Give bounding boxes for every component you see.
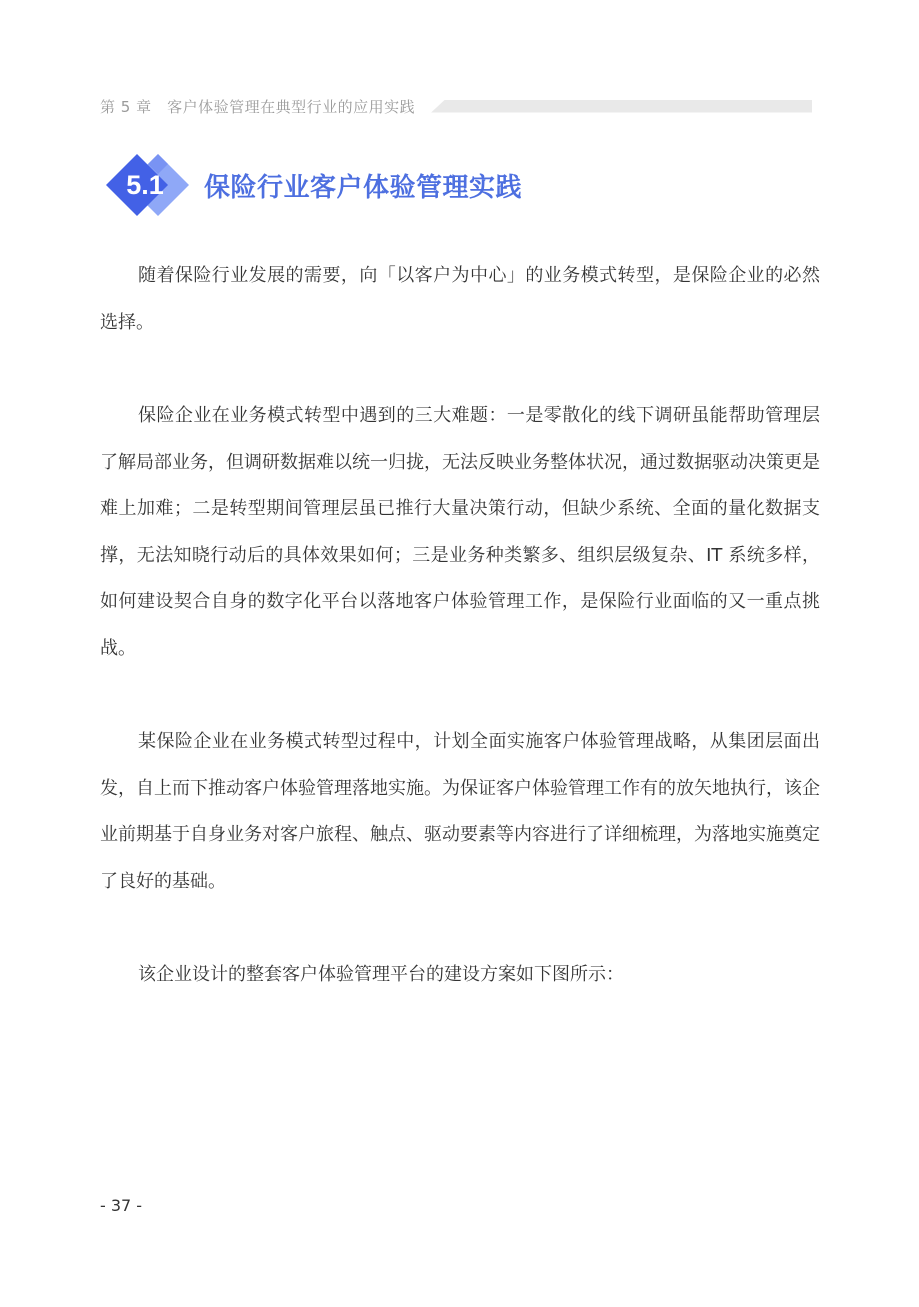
paragraph-4: 该企业设计的整套客户体验管理平台的建设方案如下图所示： [138,964,624,985]
section-number-badge [100,152,192,218]
page-number: - 37 - [100,1196,143,1215]
chapter-label: 第 5 章 客户体验管理在典型行业的应用实践 [100,97,416,116]
section-number: 5.1 [126,170,164,200]
section-heading [100,152,522,218]
paragraph-1: 随着保险行业发展的需要，向「以客户为中心」的业务模式转型，是保险企业的必然选择。 [100,265,820,333]
header-decorative-bar [431,100,812,113]
running-header [100,94,812,118]
paragraph-3: 某保险企业在业务模式转型过程中，计划全面实施客户体验管理战略，从集团层面出发，自上而下推动客户体验管理落地实施。为保证客户体验管理工作有的放矢地执行，该企业前期基于自身业务对客户旅程、触点、驱动要素等内容进行了详细梳理，为落地实施奠定了良好的基础。 [100,731,820,892]
section-title: 保险行业客户体验管理实践 [204,172,523,203]
body-text [100,253,820,1046]
paragraph-2: 保险企业在业务模式转型中遇到的三大难题：一是零散化的线下调研虽能帮助管理层了解局部业务，但调研数据难以统一归拢，无法反映业务整体状况，通过数据驱动决策更是难上加难；二是转型期间管理层虽已推行大量决策行动，但缺少系统、全面的量化数据支撑，无法知晓行动后的具体效果如何；三是业务种类繁多、组织层级复杂、IT 系统多样，如何建设契合自身的数字化平台以落地客户体验管理工作，是保险行业面临的又一重点挑战。 [100,405,820,659]
